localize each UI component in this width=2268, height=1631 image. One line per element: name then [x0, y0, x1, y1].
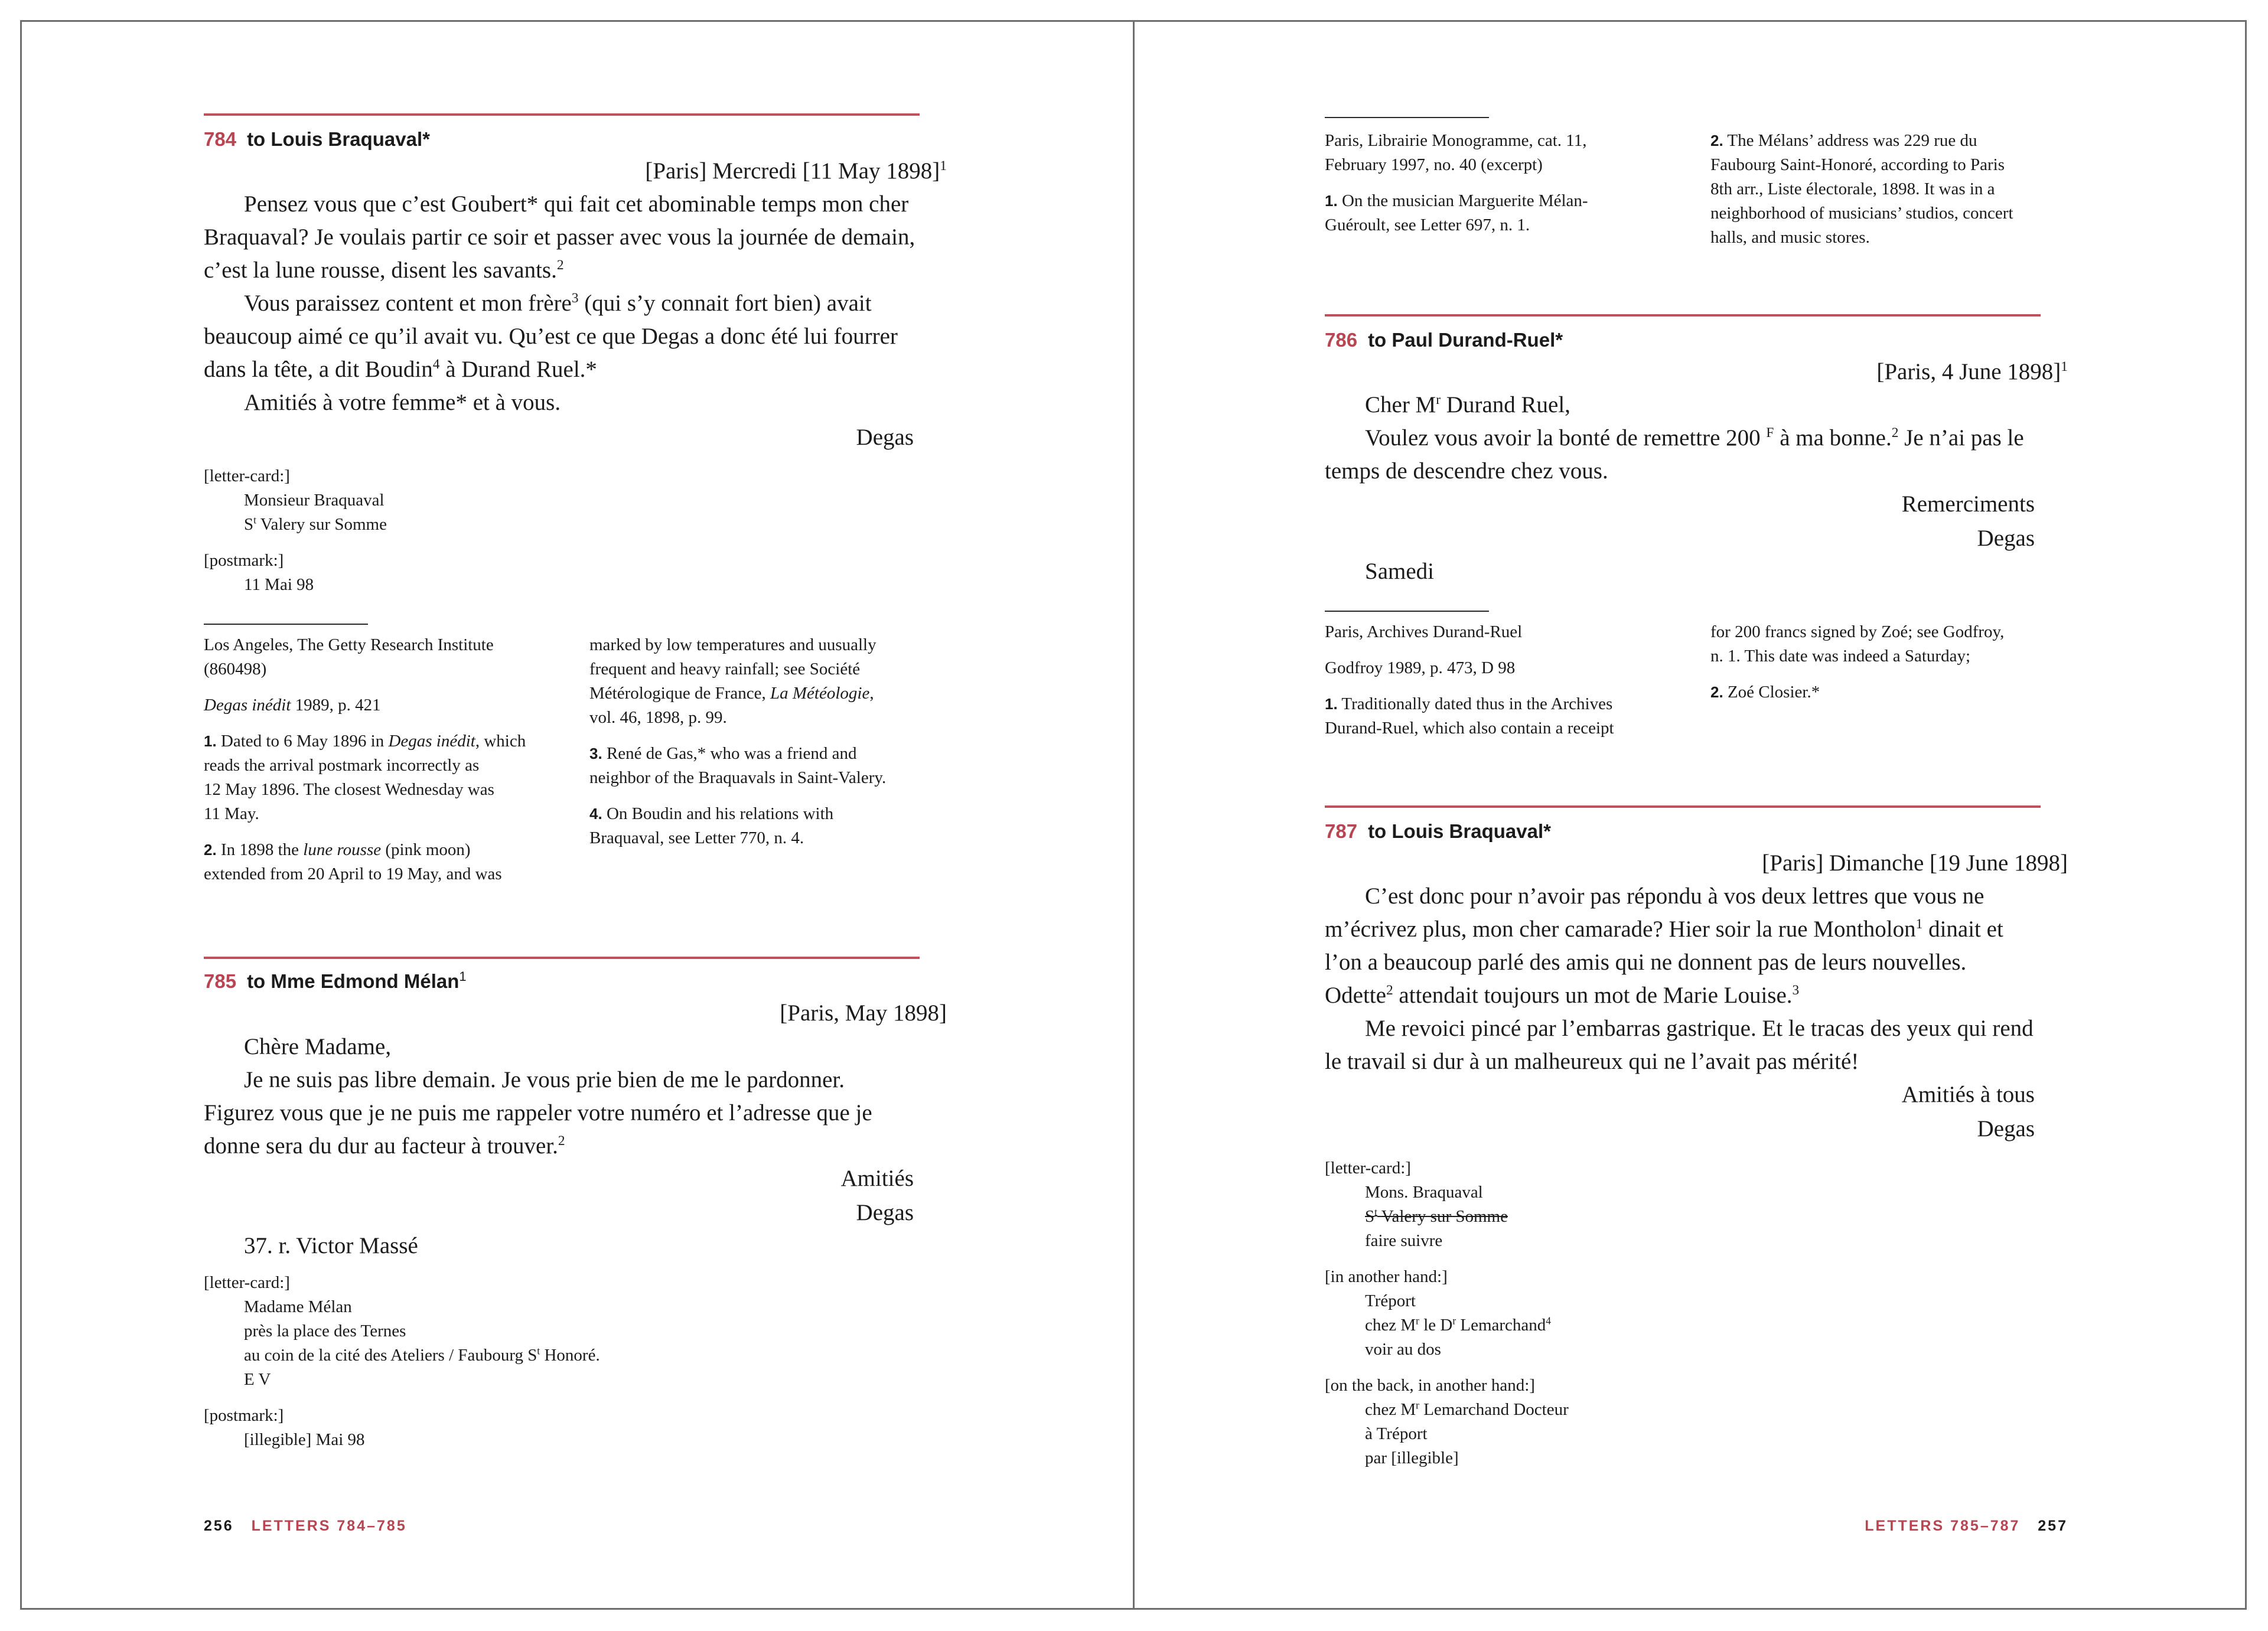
letter-784-heading: [204, 128, 430, 151]
letter-785-heading: 785 to Mme Edmond Mélan$^1$: [204, 969, 467, 992]
struck-address-line: $S^t$ Valery sur Somme: [1365, 1206, 1508, 1226]
text-line: Odette$^2$ attendait toujours un mot de Marie Louise.$^3$: [1325, 983, 1800, 1008]
text-line: Figurez vous que je ne puis me rappeler votre numéro et l’adresse que je: [204, 1100, 872, 1126]
letter-number: 785: [204, 970, 237, 992]
page-number: 256: [204, 1518, 234, 1534]
signature: Degas: [1977, 1116, 2035, 1141]
address-label: [letter-card:]: [204, 467, 290, 485]
letter-786-notes-col1: Paris, Archives Durand-Ruel Godfroy 1989, p. 473, D 98 1. Traditionally dated thus in the Archives Durand-Ruel, which also contain a receipt: [1325, 622, 1614, 738]
letter-786-body: [1325, 389, 2024, 488]
letter-785-notes-col2: 2. The Mélans’ address was 229 rue du Faubourg Saint-Honoré, according to Paris 8th arr., Liste électorale, 1898. It was in a neighborhood of musicians’ studios, concert halls, and music stores.: [1710, 131, 2013, 247]
letter-number: 784: [204, 128, 237, 150]
letter-787-heading: [1325, 820, 1551, 843]
letter-785-notes-col1: Paris, Librairie Monogramme, cat. 11, February 1997, no. 40 (excerpt) 1. On the musician Marguerite Mélan- Guéroult, see Letter 697, n. 1.: [1325, 131, 1588, 234]
signature: Degas: [856, 1200, 914, 1225]
text-line: beaucoup aimé ce qu’il avait vu. Qu’est ce que Degas a donc été lui fourrer: [204, 324, 898, 349]
letter-recipient: to Louis Braquaval*: [247, 128, 430, 150]
text-line: Je ne suis pas libre demain. Je vous prie bien de me le pardonner.: [244, 1067, 845, 1092]
text-line: Voulez vous avoir la bonté de remettre 200 $^F$ à ma bonne.$^2$ Je n’ai pas le: [1365, 425, 2024, 451]
section-rule: [204, 113, 920, 116]
postscript: 37. r. Victor Massé: [244, 1233, 418, 1258]
signature: Degas: [1977, 526, 2035, 551]
text-line: dans la tête, a dit Boudin$^4$ à Durand Ruel.*: [204, 357, 597, 382]
page-number: 257: [2038, 1518, 2068, 1534]
letter-784-dateline: [Paris] Mercredi [11 May 1898]$^1$: [645, 158, 947, 184]
text-line: m’écrivez plus, mon cher camarade? Hier soir la rue Montholon$^1$ dinait et: [1325, 916, 2003, 942]
letter-number: 786: [1325, 329, 1358, 351]
postmark-label: [postmark:]: [204, 551, 284, 570]
letter-784-address: [letter-card:] Monsieur Braquaval $S^t$ Valery sur Somme [postmark:] 11 Mai 98: [204, 464, 387, 597]
text-line: Amitiés à votre femme* et à vous.: [244, 390, 561, 415]
page-folio-left: [204, 1518, 407, 1535]
letter-number: 787: [1325, 820, 1358, 842]
text-line: Braquaval? Je voulais partir ce soir et passer avec vous la journée de demain,: [204, 224, 915, 250]
running-head: LETTERS 785–787: [1865, 1518, 2021, 1534]
book-gutter: [1133, 20, 1135, 1610]
section-rule: [1325, 314, 2041, 317]
notes-rule: [1325, 611, 1489, 612]
closing: Amitiés à tous: [1901, 1082, 2035, 1107]
address-label: [letter-card:]: [204, 1273, 290, 1292]
text-line: Cher $M^r$ Durand Ruel,: [1365, 392, 1570, 417]
letter-784-body: [204, 188, 915, 419]
postscript: Samedi: [1365, 559, 1434, 584]
text-line: l’on a beaucoup parlé des amis qui ne donnent pas de leurs nouvelles.: [1325, 950, 1967, 975]
notes-rule: [204, 624, 368, 625]
letter-786-heading: [1325, 328, 1563, 352]
letter-recipient: to Paul Durand-Ruel*: [1368, 329, 1563, 351]
text-line: c’est la lune rousse, disent les savants.$^2$: [204, 257, 564, 283]
letter-785-address: [letter-card:] Madame Mélan près la place des Ternes au coin de la cité des Ateliers / Faubourg $S^t$ Honoré. E V [postmark:] [illegible] Mai 98: [204, 1271, 600, 1452]
text-line: temps de descendre chez vous.: [1325, 458, 1608, 484]
closing: Amitiés: [840, 1166, 914, 1191]
letter-787-address: [letter-card:] Mons. Braquaval $S^t$ Valery sur Somme faire suivre [in another hand:] Tréport chez $M^r$ le $D^r$ Lemarchand$^4$ voir au dos [on the back, in another hand:] chez $M^r$ Lemarchand Docteur à Tréport par [illegible]: [1325, 1156, 1569, 1470]
notes-rule: [1325, 117, 1489, 118]
letter-786-dateline: [Paris, 4 June 1898]$^1$: [1876, 359, 2068, 384]
text-line: C’est donc pour n’avoir pas répondu à vos deux lettres que vous ne: [1365, 883, 1984, 909]
text-line: le travail si dur à un malheureux qui ne l’avait pas mérité!: [1325, 1049, 1859, 1074]
other-hand-label: [in another hand:]: [1325, 1267, 1448, 1286]
letter-recipient: to Mme Edmond Mélan: [247, 970, 460, 992]
text-line: Vous paraissez content et mon frère$^3$ (qui s’y connait fort bien) avait: [244, 291, 872, 316]
letter-785-body: [204, 1030, 872, 1163]
closing: Remerciments: [1901, 491, 2035, 517]
text-line: Me revoici pincé par l’embarras gastrique. Et le tracas des yeux qui rend: [1365, 1016, 2034, 1041]
letter-786-notes-col2: for 200 francs signed by Zoé; see Godfroy, n. 1. This date was indeed a Saturday; 2. Zoé Closier.*: [1710, 622, 2005, 702]
letter-784-notes-col2: marked by low temperatures and uusually frequent and heavy rainfall; see Société Métérologique de France, La Météologie, vol. 46, 1898, p. 99. 3. René de Gas,* who was a friend and neighbor of the Braquavals in Saint-Valery. 4. On Boudin and his relations with Braquaval, see Letter 770, n. 4.: [589, 635, 887, 847]
section-rule: [1325, 805, 2041, 808]
back-label: [on the back, in another hand:]: [1325, 1376, 1535, 1395]
section-rule: [204, 957, 920, 959]
text-line: donne sera du dur au facteur à trouver.$^2$: [204, 1133, 565, 1159]
signature: Degas: [856, 425, 914, 450]
text-line: Chère Madame,: [244, 1034, 392, 1059]
letter-784-notes-col1: Los Angeles, The Getty Research Institute (860498) Degas inédit 1989, p. 421 1. Dated to 6 May 1896 in Degas inédit, which reads the arrival postmark incorrectly as 12 May 1896. The closest Wednesday was 11 May. 2. In 1898 the lune rousse (pink moon) extended from 20 April to 19 May, and was: [204, 635, 526, 883]
letter-785-dateline: [Paris, May 1898]: [780, 1000, 947, 1026]
page-folio-right: [1325, 1518, 2068, 1535]
address-label: [letter-card:]: [1325, 1159, 1411, 1177]
running-head: LETTERS 784–785: [251, 1518, 407, 1534]
letter-recipient: to Louis Braquaval*: [1368, 820, 1551, 842]
letter-787-dateline: [Paris] Dimanche [19 June 1898]: [1762, 850, 2068, 876]
text-line: Pensez vous que c’est Goubert* qui fait cet abominable temps mon cher: [244, 191, 909, 217]
postmark-label: [postmark:]: [204, 1406, 284, 1425]
letter-787-body: [1325, 880, 2034, 1078]
